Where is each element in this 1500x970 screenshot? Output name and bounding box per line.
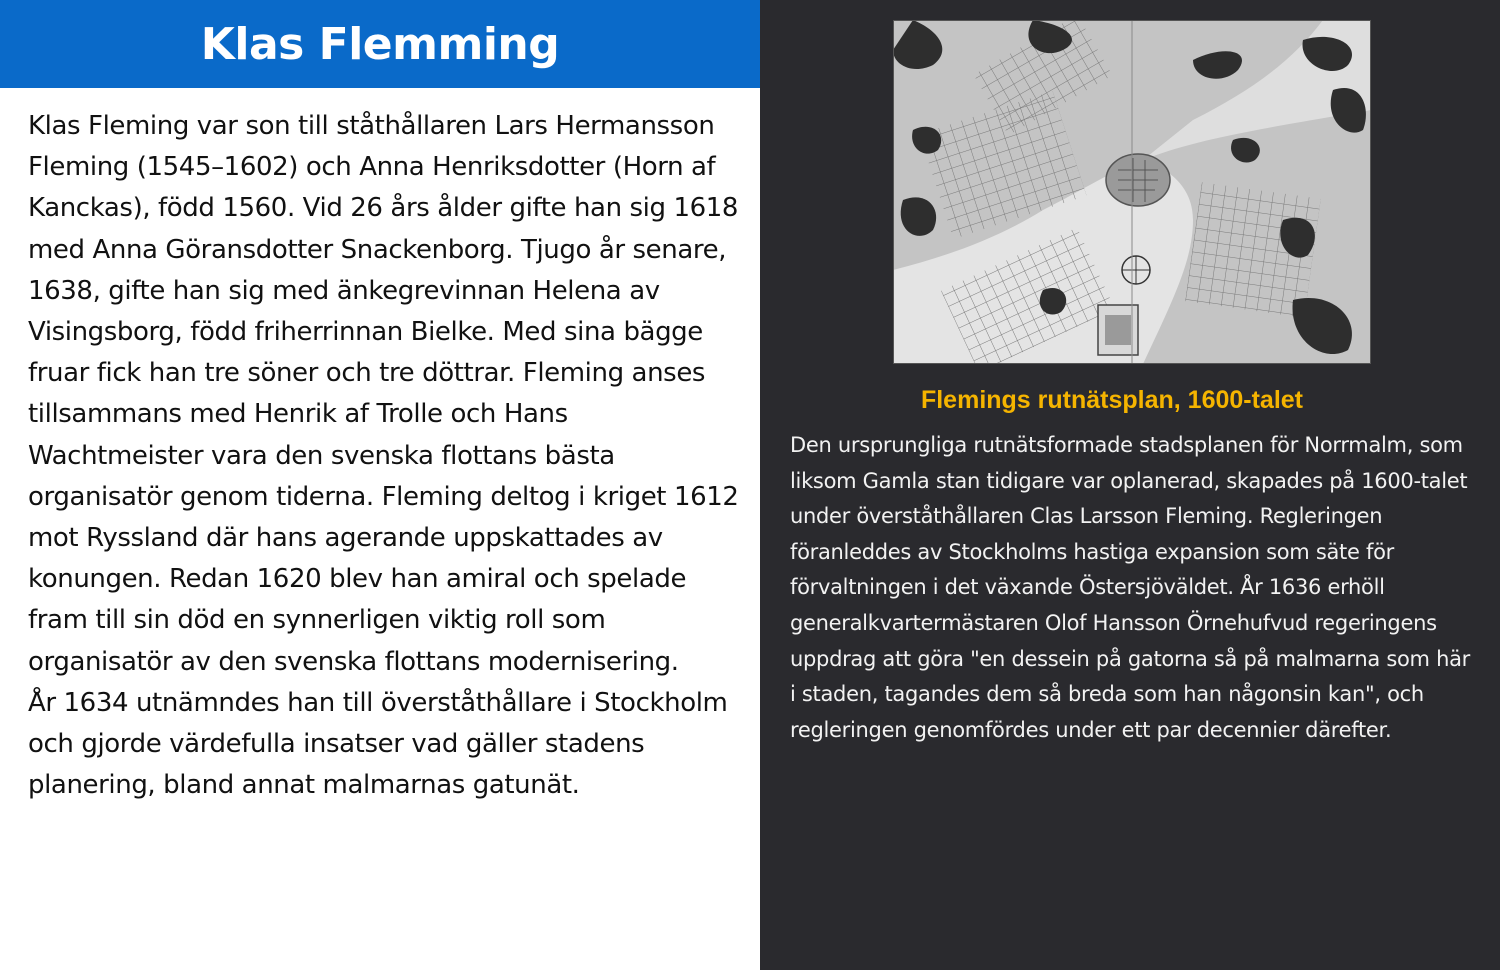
biography-paragraph: Klas Fleming var son till ståthållaren Lars Hermansson Fleming (1545–1602) och Anna Henriksdotter (Horn af Kanckas), född 1560. Vid 26 års ålder gifte han sig 1618 med Anna Göransdotter Snackenborg. Tjugo år senare, 1638, gifte han sig med änkegrevinnan Helena av Visingsborg, född friherrinnan Bielke. Med sina bägge fruar fick han tre söner och tre döttrar. Fleming anses tillsammans med Henrik af Trolle och Hans Wachtmeister vara den svenska flottans bästa organisatör genom tiderna. Fleming deltog i kriget 1612 mot Ryssland där hans agerande uppskattades av konungen. Redan 1620 blev han amiral och spelade fram till sin död en synnerligen viktig roll som organisatör av den svenska flottans modernisering.	[28, 111, 739, 677]
figure-panel	[760, 0, 1500, 970]
historical-map-image	[893, 20, 1371, 364]
biography-paragraph: År 1634 utnämndes han till överståthållare i Stockholm och gjorde värdefulla insatser vad gäller stadens planering, bland annat malmarnas gatunät.	[28, 687, 728, 801]
map-description: Den ursprungliga rutnätsformade stadsplanen för Norrmalm, som liksom Gamla stan tidigare var oplanerad, skapades på 1600-talet under överståthållaren Clas Larsson Fleming. Regleringen föranleddes av Stockholms hastiga expansion som säte för förvaltningen i det växande Östersjöväldet. År 1636 erhöll generalkvartermästaren Olof Hansson Örnehufvud regeringens uppdrag att göra "en dessein på gatorna så på malmarna som här i staden, tagandes dem så breda som han någonsin kan", och regleringen genomfördes under ett par decennier därefter.	[790, 433, 1470, 742]
grid-plan-map-illustration	[893, 20, 1371, 364]
biography-text	[28, 106, 740, 806]
page-title: Klas Flemming	[200, 18, 560, 70]
map-caption: Flemings rutnätsplan, 1600-talet	[920, 386, 1304, 414]
title-bar	[0, 0, 760, 88]
